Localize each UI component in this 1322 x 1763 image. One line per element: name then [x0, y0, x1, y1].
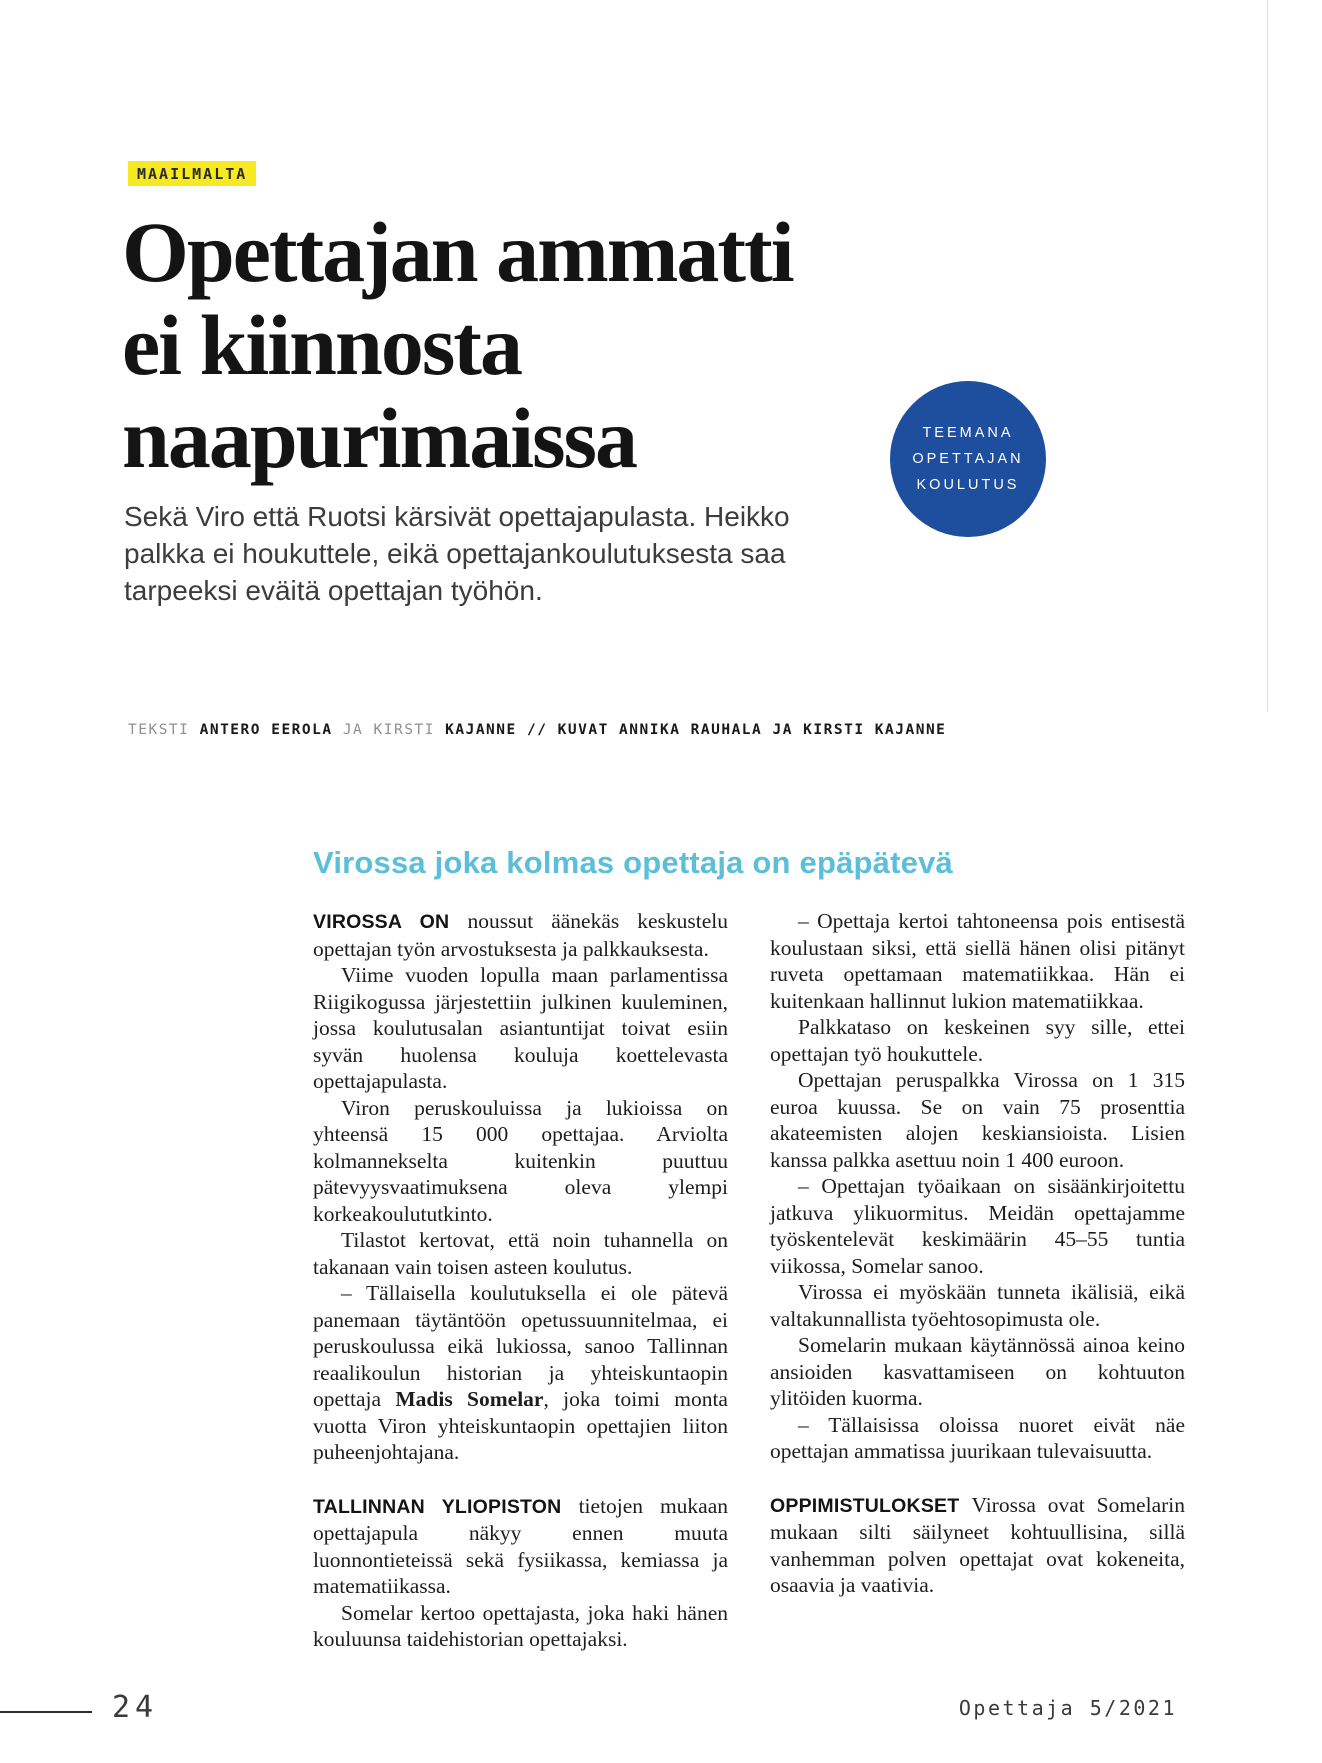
- column-right: [770, 908, 1185, 1653]
- paragraph: OPPIMISTULOKSET Virossa ovat Somelarin mukaan silti säilyneet kohtuullisina, sillä vanhemman polven opettajat ovat kokeneita, osaavia ja vaativia.: [770, 1492, 1185, 1597]
- byline: TEKSTI ANTERO EEROLA JA KIRSTI KAJANNE // KUVAT ANNIKA RAUHALA JA KIRSTI KAJANNE: [128, 722, 947, 738]
- footer-rule: [0, 1711, 92, 1713]
- page-number: 24: [112, 1690, 159, 1725]
- paragraph: TALLINNAN YLIOPISTON tietojen mukaan opettajapula näkyy ennen muuta luonnontieteissä sekä fysiikassa, kemiassa ja matematiikassa.: [313, 1493, 729, 1598]
- paragraph: Somelarin mukaan käytännössä ainoa keino ansioiden kasvattamiseen on kohtuuton ylitöiden kuorma.: [770, 1333, 1185, 1410]
- paragraph: VIROSSA ON noussut äänekäs keskustelu opettajan työn arvostuksesta ja palkkauksesta.: [313, 909, 728, 961]
- subheading: Virossa joka kolmas opettaja on epäpätevä: [313, 845, 953, 880]
- paragraph: Somelar kertoo opettajasta, joka haki hänen kouluunsa taidehistorian opettajaksi.: [313, 1600, 728, 1651]
- paragraph: – Opettajan työaikaan on sisäänkirjoitettu jatkuva ylikuormitus. Meidän opettajamme työskentelevät keskimäärin 45–55 tuntia viikossa, Somelar sanoo.: [770, 1174, 1185, 1278]
- paragraph: Viron peruskouluissa ja lukioissa on yhteensä 15 000 opettajaa. Arviolta kolmannekselta kuitenkin puuttuu pätevyysvaatimuksena oleva ylempi korkeakoulututkinto.: [313, 1095, 728, 1226]
- paragraph: Palkkataso on keskeinen syy sille, ettei opettajan työ houkuttele.: [770, 1015, 1185, 1066]
- article-columns: [313, 908, 1185, 1653]
- section-tag: MAAILMALTA: [128, 161, 256, 186]
- paragraph: Tilastot kertovat, että noin tuhannella on takanaan vain toisen asteen koulutus.: [313, 1228, 728, 1279]
- paragraph: Viime vuoden lopulla maan parlamentissa Riigikogussa järjestettiin julkinen kuuleminen, jossa koulutusalan asiantuntijat toivat esiin syvän huolensa kouluja koettelevasta opettajapulasta.: [313, 963, 728, 1093]
- paragraph: Virossa ei myöskään tunneta ikälisiä, eikä valtakunnallista työehtosopimusta ole.: [770, 1280, 1185, 1331]
- paragraph: Opettajan peruspalkka Virossa on 1 315 euroa kuussa. Se on vain 75 prosenttia akateemisten alojen keskiansioista. Lisien kanssa palkka asettuu noin 1 400 euroon.: [770, 1068, 1185, 1172]
- theme-badge: TEEMANA OPETTAJAN KOULUTUS: [890, 381, 1046, 537]
- headline: Opettajan ammatti ei kiinnosta naapurimaissa: [122, 204, 793, 486]
- lede: Sekä Viro että Ruotsi kärsivät opettajapulasta. Heikko palkka ei houkuttele, eikä opettajankoulutuksesta saa tarpeeksi eväitä opettajan työhön.: [124, 501, 790, 606]
- column-left: [313, 908, 728, 1653]
- page-edge-line: [1267, 0, 1268, 712]
- issue-label: Opettaja 5/2021: [958, 1696, 1177, 1720]
- paragraph: – Tällaisissa oloissa nuoret eivät näe opettajan ammatissa juurikaan tulevaisuutta.: [770, 1412, 1185, 1463]
- paragraph: – Tällaisella koulutuksella ei ole pätevä panemaan täytäntöön opetussuunnitelmaa, ei peruskoulussa eikä lukiossa, sanoo Tallinnan reaalikoulun historian ja yhteiskuntaopin opettaja Madis Somelar, joka toimi monta vuotta Viron yhteiskuntaopin opettajien liiton puheenjohtajana.: [313, 1281, 728, 1464]
- paragraph: – Opettaja kertoi tahtoneensa pois entisestä koulustaan siksi, että siellä hänen olisi pitänyt ruveta opettamaan matematiikkaa. Hän ei kuitenkaan hallinnut lukion matematiikkaa.: [770, 909, 1185, 1013]
